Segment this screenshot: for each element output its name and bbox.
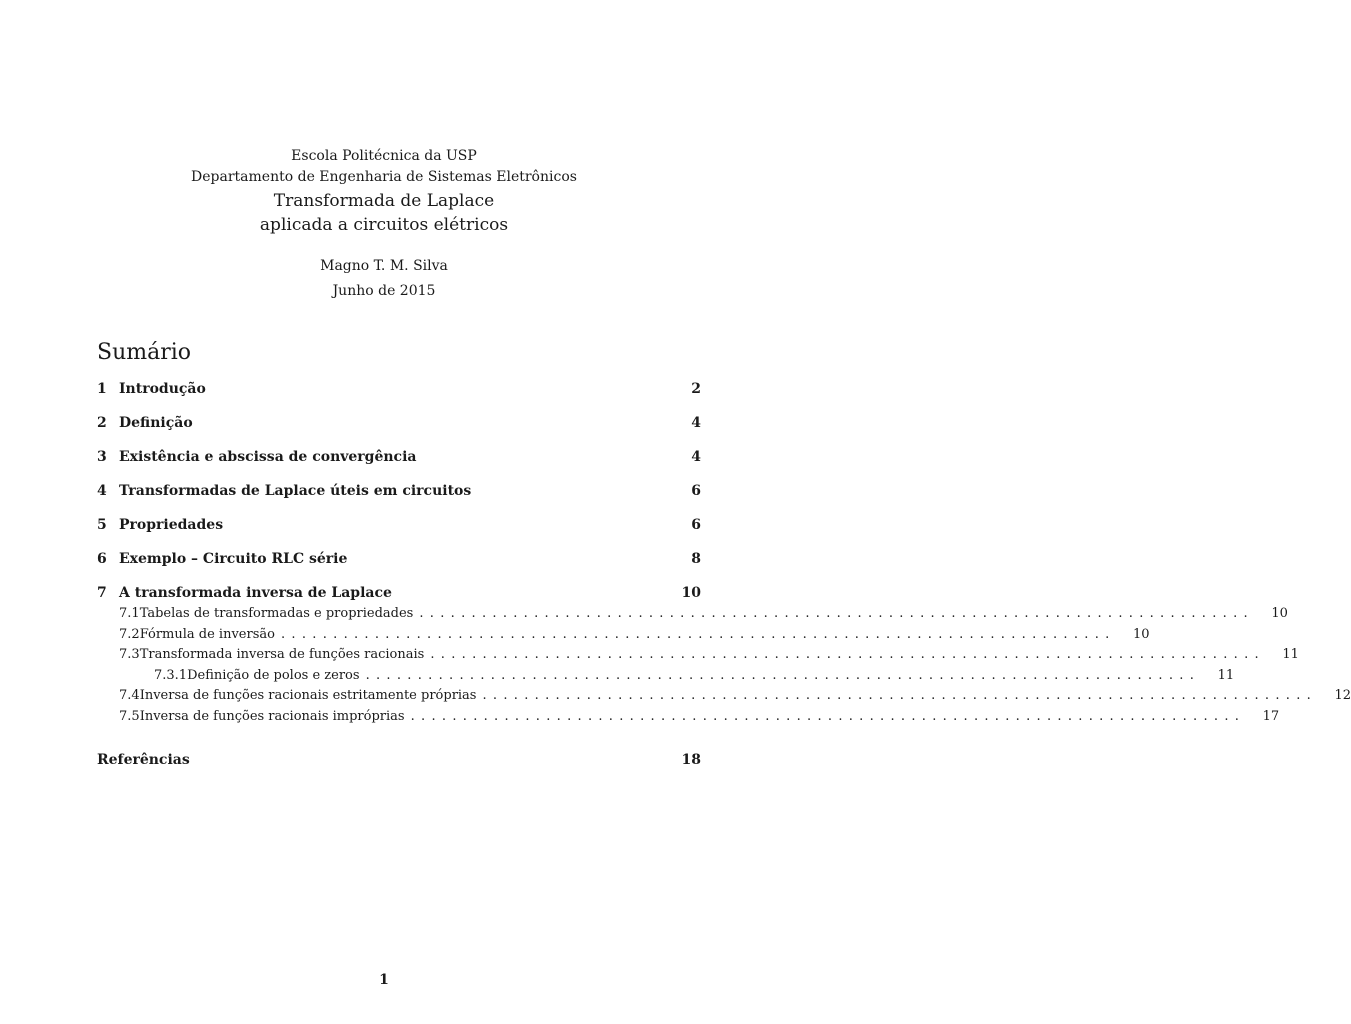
document-title-line-2: aplicada a circuitos elétricos	[259, 215, 509, 235]
section-number: 1	[97, 381, 107, 397]
section-number: 5	[97, 517, 107, 533]
subsection-number: 7.5	[119, 708, 140, 724]
page-number: 1	[379, 972, 389, 988]
dot-leader: ................................................................................	[280, 626, 1116, 642]
subsection-page: 17	[1262, 708, 1280, 724]
toc-references[interactable]	[97, 749, 701, 771]
subsection-title: Fórmula de inversão	[139, 626, 275, 642]
date: Junho de 2015	[332, 283, 436, 299]
dot-leader: ................................................................................	[410, 708, 1246, 724]
subsection-page: 11	[1282, 647, 1299, 662]
institution: Escola Politécnica da USP	[291, 148, 477, 164]
subsection-number: 7.3.1	[154, 667, 188, 683]
subsection-page: 10	[1133, 626, 1150, 642]
department: Departamento de Engenharia de Sistemas Eletrônicos	[191, 169, 577, 185]
dot-leader: ................................................................................	[419, 606, 1254, 621]
subsection-number: 7.2	[119, 626, 140, 642]
subsection-number: 7.4	[119, 688, 140, 703]
subsection-page: 12	[1334, 688, 1351, 703]
section-title: Exemplo – Circuito RLC série	[119, 551, 348, 567]
toc-subsection[interactable]	[97, 645, 1299, 666]
section-number: 2	[97, 415, 107, 431]
document-title-line-1: Transformada de Laplace	[273, 191, 495, 211]
toc-subsection[interactable]	[97, 625, 1150, 646]
references-title: Referências	[97, 752, 190, 768]
subsection-title: Definição de polos e zeros	[187, 667, 360, 683]
section-page: 2	[691, 381, 701, 397]
section-title: Transformadas de Laplace úteis em circuitos	[119, 483, 472, 499]
section-number: 3	[97, 449, 107, 465]
toc-section[interactable]	[97, 412, 701, 434]
subsection-number: 7.1	[119, 606, 140, 621]
subsection-title: Inversa de funções racionais impróprias	[139, 708, 405, 724]
section-page: 8	[691, 551, 701, 567]
subsection-title: Tabelas de transformadas e propriedades	[139, 606, 414, 621]
author: Magno T. M. Silva	[320, 258, 448, 274]
dot-leader: ................................................................................	[365, 667, 1201, 683]
toc-section[interactable]	[97, 378, 701, 400]
toc-subsection[interactable]	[97, 707, 1280, 728]
dot-leader: ................................................................................	[430, 647, 1265, 662]
section-title: Introdução	[119, 381, 206, 397]
section-title: A transformada inversa de Laplace	[119, 585, 392, 601]
section-page: 10	[681, 585, 701, 601]
title-block	[0, 146, 768, 302]
toc-section[interactable]	[97, 480, 701, 502]
toc-subsections	[97, 604, 1351, 727]
toc-subsection[interactable]	[97, 686, 1351, 707]
toc-heading: Sumário	[97, 340, 192, 365]
section-number: 4	[97, 483, 107, 499]
toc-section[interactable]	[97, 582, 701, 604]
section-page: 6	[691, 517, 701, 533]
section-number: 7	[97, 585, 107, 601]
toc-section[interactable]	[97, 446, 701, 468]
toc-subsection[interactable]	[97, 604, 1288, 625]
section-title: Definição	[119, 415, 193, 431]
subsection-title: Inversa de funções racionais estritamente próprias	[139, 688, 477, 703]
section-page: 4	[691, 415, 701, 431]
toc-section[interactable]	[97, 514, 701, 536]
toc-subsubsection[interactable]	[97, 666, 1235, 687]
toc-section[interactable]	[97, 548, 701, 570]
table-of-contents	[97, 378, 1351, 783]
references-page: 18	[681, 752, 701, 768]
subsection-number: 7.3	[119, 647, 140, 662]
section-title: Propriedades	[119, 517, 224, 533]
subsection-page: 11	[1217, 667, 1235, 683]
section-page: 4	[691, 449, 701, 465]
subsection-title: Transformada inversa de funções racionais	[139, 647, 425, 662]
dot-leader: ................................................................................	[482, 688, 1318, 703]
section-title: Existência e abscissa de convergência	[119, 449, 417, 465]
subsection-page: 10	[1271, 606, 1288, 621]
section-number: 6	[97, 551, 107, 567]
section-page: 6	[691, 483, 701, 499]
